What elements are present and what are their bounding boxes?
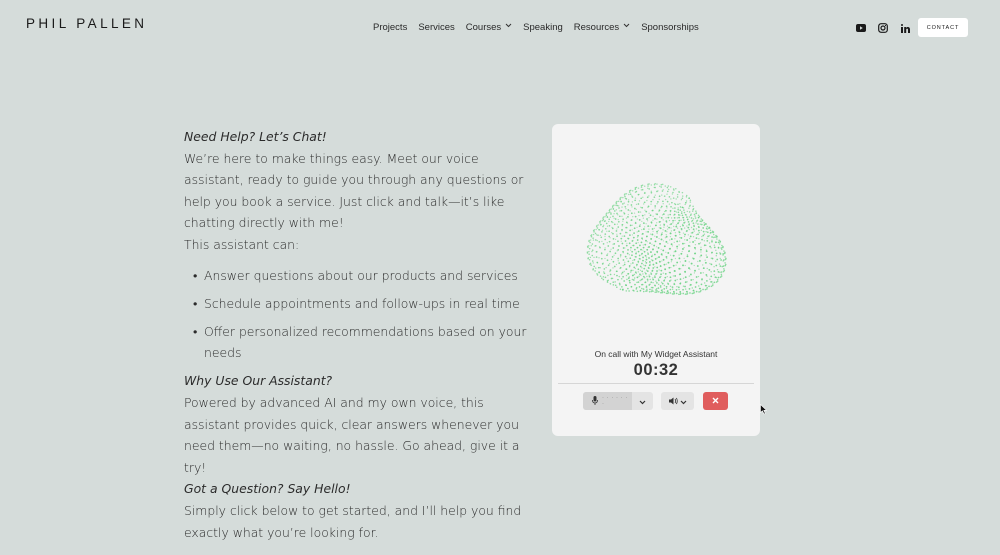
nav-item-speaking[interactable] bbox=[523, 22, 563, 33]
nav-item-sponsorships[interactable] bbox=[641, 22, 699, 33]
nav-item-courses[interactable] bbox=[466, 22, 512, 33]
nav-item-label: Courses bbox=[465, 22, 502, 33]
mic-level-indicator: · · · · · · · bbox=[602, 395, 628, 407]
close-icon bbox=[712, 396, 719, 407]
microphone-control bbox=[583, 392, 653, 410]
call-status: On call with My Widget Assistant bbox=[594, 349, 718, 359]
chevron-down-icon bbox=[680, 392, 687, 410]
chevron-down-icon bbox=[623, 23, 630, 30]
section-heading: Got a Question? Say Hello! bbox=[184, 481, 351, 497]
call-timer: 00:32 bbox=[633, 361, 679, 379]
instagram-icon[interactable] bbox=[877, 22, 889, 34]
youtube-icon[interactable] bbox=[855, 22, 867, 34]
chevron-down-icon bbox=[505, 23, 512, 30]
speaker-icon bbox=[669, 392, 678, 410]
social-links bbox=[855, 22, 911, 34]
capabilities-list bbox=[184, 265, 529, 364]
list-item: • Offer personalized recommendations based on your needs bbox=[184, 321, 529, 364]
mute-button[interactable] bbox=[583, 392, 632, 410]
list-item: • Answer questions about our products and services bbox=[184, 265, 529, 287]
nav-item-label: Sponsorships bbox=[641, 22, 699, 33]
mouse-cursor bbox=[760, 404, 768, 415]
nav-item-label: Speaking bbox=[523, 22, 563, 33]
microphone-icon bbox=[592, 392, 598, 410]
section-heading: Need Help? Let’s Chat! bbox=[184, 129, 327, 144]
nav-item-projects[interactable] bbox=[373, 22, 407, 33]
voice-visualizer bbox=[576, 164, 736, 324]
divider bbox=[558, 383, 754, 384]
site-logo[interactable]: PHIL PALLEN bbox=[26, 16, 148, 31]
site-header bbox=[0, 0, 1000, 56]
chevron-down-icon bbox=[639, 392, 646, 410]
section-heading: Why Use Our Assistant? bbox=[184, 373, 333, 389]
speaker-control[interactable] bbox=[661, 392, 694, 410]
voice-assistant-widget bbox=[552, 124, 760, 436]
nav-item-label: Resources bbox=[573, 22, 620, 33]
nav-item-label: Services bbox=[418, 22, 455, 33]
intro-paragraph: We’re here to make things easy. Meet our voice assistant, ready to guide you through any questions or help you book a service. Just click and talk—it’s like chatting directly with me! bbox=[184, 150, 524, 231]
cta-paragraph: Simply click below to get started, and I’ll help you find exactly what you’re looking for. bbox=[184, 503, 522, 540]
main-nav bbox=[373, 22, 710, 33]
capabilities-label: This assistant can: bbox=[184, 236, 300, 252]
nav-item-label: Projects bbox=[373, 22, 408, 33]
list-item: • Schedule appointments and follow-ups in real time bbox=[184, 293, 529, 315]
contact-button[interactable]: CONTACT bbox=[918, 18, 968, 37]
nav-item-services[interactable] bbox=[418, 22, 454, 33]
mic-options-button[interactable] bbox=[632, 392, 653, 410]
why-paragraph: Powered by advanced AI and my own voice, this assistant provides quick, clear answers whenever you need them—no waiting, no hassle. Go ahead, give it a try! bbox=[184, 395, 520, 475]
end-call-button[interactable] bbox=[703, 392, 728, 410]
assistant-intro bbox=[184, 126, 529, 543]
nav-item-resources[interactable] bbox=[574, 22, 630, 33]
call-controls bbox=[552, 392, 760, 410]
linkedin-icon[interactable] bbox=[899, 22, 911, 34]
